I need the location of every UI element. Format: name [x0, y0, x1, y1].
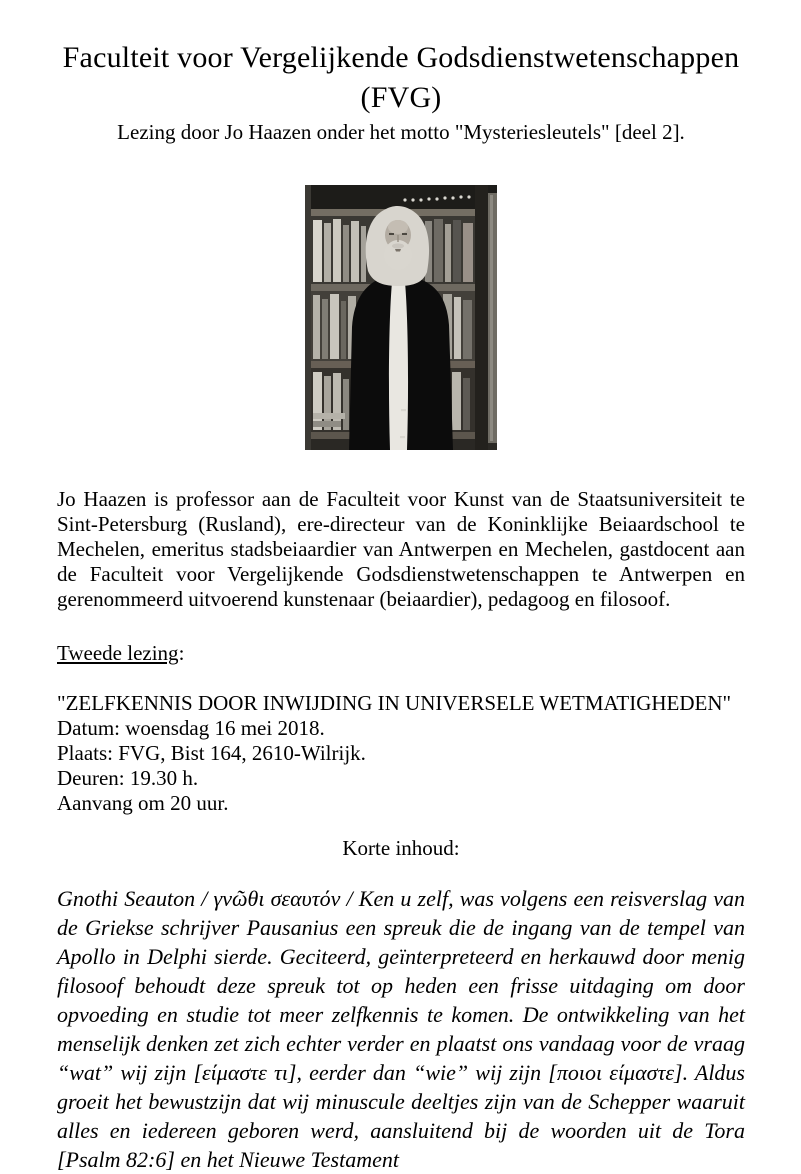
lecture-place: Plaats: FVG, Bist 164, 2610-Wilrijk. [57, 741, 366, 765]
lecture-title: "ZELFKENNIS DOOR INWIJDING IN UNIVERSELE WETMATIGHEDEN" [57, 691, 732, 715]
subtitle: Lezing door Jo Haazen onder het motto "Mysteriesleutels" [deel 2]. [117, 120, 685, 144]
summary-paragraph: Gnothi Seauton / γνῶθι σεαυτόν / Ken u zelf, was volgens een reisverslag van de Griekse schrijver Pausanius een spreuk die de ingang van de tempel van Apollo in Delphi sierde. Geciteerd, geïnterpreteerd en herkauwd door menig filosoof behoudt deze spreuk tot op heden een frisse uitdaging om door opvoeding en studie tot meer zelfkennis te komen. De ontwikkeling van het menselijk denken zet zich echter verder en plaatst ons vandaag voor de vraag “wat” wij zijn [είμαστε τι], eerder dan “wie” wij zijn [ποιοι είμαστε]. Aldus groeit het bewustzijn dat wij minuscule deeltjes zijn van de Schepper waaruit alles en iedereen geboren werd, aansluitend bij de woorden uit de Tora [Psalm 82:6] en het Nieuwe Testament [57, 886, 745, 1172]
lecture-details [57, 691, 745, 816]
summary-heading: Korte inhoud: [342, 836, 460, 860]
lecture-start: Aanvang om 20 uur. [57, 791, 229, 815]
bookcase-left-frame [305, 185, 311, 450]
portrait-photo [305, 185, 497, 450]
forehead [388, 220, 408, 234]
lecture-doors: Deuren: 19.30 h. [57, 766, 199, 790]
jacket-button [400, 436, 405, 438]
second-lecture-heading [57, 641, 745, 666]
lecture-date: Datum: woensdag 16 mei 2018. [57, 716, 325, 740]
portrait-photo-illustration [305, 185, 497, 450]
bio-paragraph: Jo Haazen is professor aan de Faculteit voor Kunst van de Staatsuniversiteit te Sint-Petersburg (Rusland), ere-directeur van de Koninklijke Beiaardschool te Mechelen, emeritus stadsbeiaardier van Antwerpen en Mechelen, gastdocent aan de Faculteit voor Vergelijkende Godsdienstwetenschappen te Antwerpen en gerenommeerd uitvoerend kunstenaar (beiaardier), pedagoog en filosoof. [57, 487, 745, 611]
title-line-2: (FVG) [360, 81, 442, 114]
title-line-1: Faculteit voor Vergelijkende Godsdienstwetenschappen [62, 41, 740, 74]
second-lecture-label: Tweede lezing [57, 641, 179, 665]
jacket-button [401, 409, 406, 411]
bookcase-right-frame [475, 185, 488, 450]
second-lecture-colon: : [178, 641, 185, 665]
mustache [392, 243, 404, 248]
mouth [395, 249, 401, 252]
page-title [57, 38, 745, 118]
